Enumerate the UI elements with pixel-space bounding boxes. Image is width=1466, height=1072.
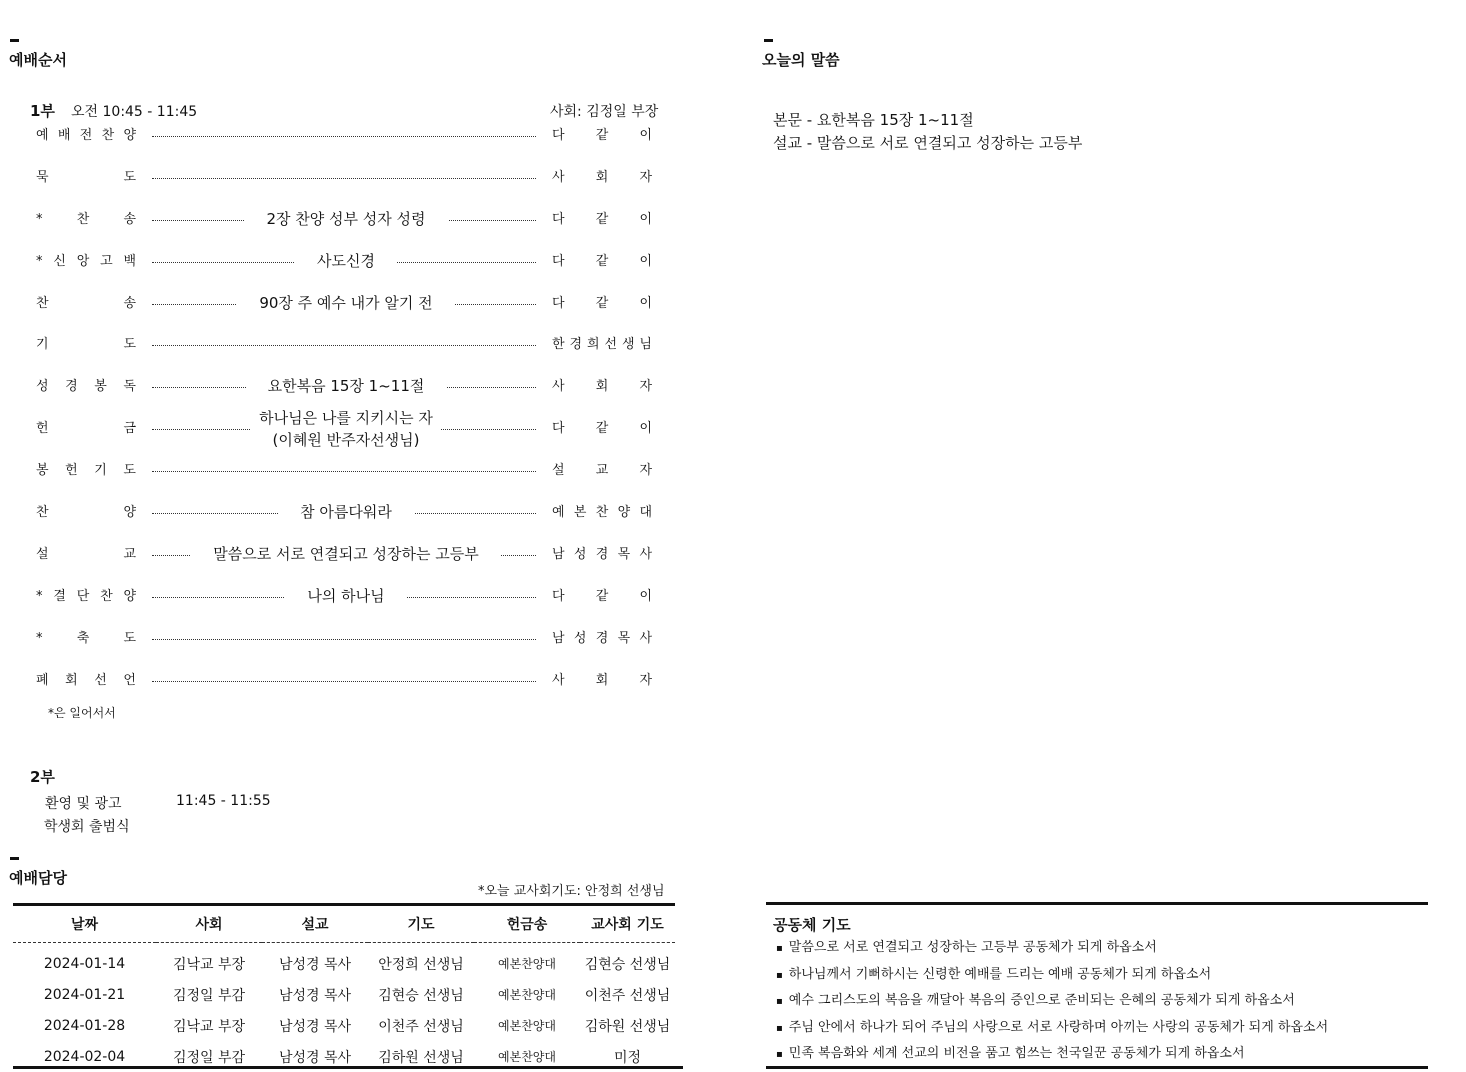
table-cell: 예본찬양대 <box>498 957 556 971</box>
duty-note: *오늘 교사회기도: 안정희 선생님 <box>478 884 665 899</box>
order-item-label: 성 경 봉 독 <box>36 379 136 395</box>
header-offering-song: 헌금송 <box>474 905 580 943</box>
prayer-item: ▪ 주님 안에서 하나가 되어 주님의 사랑으로 서로 사랑하며 아끼는 사랑의 공동체가 되게 하옵소서 <box>776 1018 1328 1045</box>
order-item-label: 헌 금 <box>36 421 136 437</box>
order-item-label: * 찬 송 <box>36 211 136 227</box>
order-item-label: * 결 단 찬 양 <box>36 588 136 604</box>
order-item-content-text: 말씀으로 서로 연결되고 성장하는 고등부 <box>191 543 500 565</box>
header-sermon: 설교 <box>262 905 368 943</box>
prayer-bottom-rule <box>766 1066 1428 1069</box>
prayer-list <box>776 938 1328 1071</box>
order-item-person: 한 경 희 선 생 님 <box>552 337 652 353</box>
order-item <box>36 459 656 501</box>
order-item-person: 예 본 찬 양 대 <box>552 505 652 521</box>
order-item-content <box>156 585 536 607</box>
table-cell: 예본찬양대 <box>498 1019 556 1033</box>
order-item-person: 사 회 자 <box>552 379 652 395</box>
order-item-content <box>156 543 536 565</box>
order-item-person: 다 같 이 <box>552 128 652 143</box>
order-item-content-text: 2장 찬양 성부 성자 성령 <box>244 208 447 230</box>
order-item-label: 기 도 <box>36 337 136 353</box>
order-item-label: 설 교 <box>36 546 136 562</box>
order-item-content-text: 90장 주 예수 내가 알기 전 <box>237 292 454 314</box>
prayer-top-rule <box>766 902 1428 905</box>
table-cell: 2024-01-14 <box>43 955 126 972</box>
order-item-content <box>156 292 536 314</box>
order-item-person: 남 성 경 목 사 <box>552 630 652 646</box>
duty-table <box>13 903 675 1072</box>
order-item <box>36 292 656 334</box>
order-item <box>36 669 656 711</box>
dotted-leader <box>152 681 536 682</box>
order-item-person: 사 회 자 <box>552 672 652 688</box>
dotted-leader <box>152 178 536 179</box>
table-cell: 김정일 부감 <box>172 987 246 1004</box>
section-marker <box>10 857 19 860</box>
order-item-content <box>156 250 536 272</box>
table-cell: 안정희 선생님 <box>378 956 464 973</box>
part1-time: 오전 10:45 - 11:45 <box>71 104 198 120</box>
order-item-label: 예 배 전 찬 양 <box>36 128 136 143</box>
order-item-label: 찬 양 <box>36 505 136 521</box>
prayer-section-title: 공동체 기도 <box>773 916 851 934</box>
dotted-leader <box>152 136 536 137</box>
part1-host: 사회: 김정일 부장 <box>550 104 659 120</box>
order-item <box>36 543 656 585</box>
prayer-item: ▪ 말씀으로 서로 연결되고 성장하는 고등부 공동체가 되게 하옵소서 <box>776 938 1328 965</box>
part2-item-welcome-time: 11:45 - 11:55 <box>176 793 271 809</box>
table-cell: 미정 <box>613 1049 642 1066</box>
word-sermon: 설교 - 말씀으로 서로 연결되고 성장하는 고등부 <box>773 134 1083 152</box>
word-section-title: 오늘의 말씀 <box>762 51 840 69</box>
table-cell: 이천주 선생님 <box>378 1018 464 1035</box>
part1-label: 1부 <box>30 102 55 120</box>
order-item-content-text: 하나님은 나를 지키시는 자 <box>237 407 455 429</box>
order-item-label: 폐 회 선 언 <box>36 672 136 688</box>
order-item-person: 다 같 이 <box>552 421 652 437</box>
header-prayer: 기도 <box>368 905 474 943</box>
order-item-content <box>156 407 536 451</box>
table-row <box>13 1010 675 1041</box>
order-item-content <box>156 375 536 397</box>
table-cell: 예본찬양대 <box>498 1050 556 1064</box>
dotted-leader <box>152 345 536 346</box>
order-item-label: 찬 송 <box>36 295 136 311</box>
table-cell: 김낙교 부장 <box>172 1018 246 1035</box>
order-item-label: * 축 도 <box>36 630 136 646</box>
part2-label: 2부 <box>30 768 55 786</box>
order-item <box>36 250 656 292</box>
prayer-item: ▪ 하나님께서 기뻐하시는 신령한 예배를 드리는 예배 공동체가 되게 하옵소서 <box>776 965 1328 992</box>
table-cell: 남성경 목사 <box>278 1018 352 1035</box>
dotted-leader <box>152 471 536 472</box>
table-cell: 김낙교 부장 <box>172 956 246 973</box>
standing-note: *은 일어서서 <box>48 706 116 720</box>
table-row <box>13 943 675 980</box>
order-list <box>36 124 656 710</box>
header-teacher-prayer: 교사회 기도 <box>580 905 675 943</box>
order-item <box>36 208 656 250</box>
table-cell: 남성경 목사 <box>278 987 352 1004</box>
order-item-person: 다 같 이 <box>552 253 652 269</box>
order-section-title: 예배순서 <box>9 51 67 69</box>
order-item-person: 다 같 이 <box>552 211 652 227</box>
part2-item-welcome: 환영 및 광고 <box>45 796 122 812</box>
order-item-content-text: 나의 하나님 <box>285 585 406 607</box>
table-cell: 김정일 부감 <box>172 1049 246 1066</box>
table-cell: 김하원 선생님 <box>378 1049 464 1066</box>
table-cell: 2024-02-04 <box>43 1048 126 1065</box>
table-row <box>13 979 675 1010</box>
word-scripture: 본문 - 요한복음 15장 1~11절 <box>773 111 974 129</box>
table-cell: 남성경 목사 <box>278 1049 352 1066</box>
order-item-content <box>156 208 536 230</box>
table-cell: 예본찬양대 <box>498 988 556 1002</box>
duty-section-title: 예배담당 <box>9 869 67 887</box>
header-host: 사회 <box>156 905 262 943</box>
section-marker <box>764 39 773 42</box>
table-cell: 2024-01-21 <box>43 986 126 1003</box>
table-cell: 이천주 선생님 <box>584 987 671 1004</box>
order-item <box>36 166 656 208</box>
order-item <box>36 585 656 627</box>
prayer-item: ▪ 예수 그리스도의 복음을 깨달아 복음의 증인으로 준비되는 은혜의 공동체가 되게 하옵소서 <box>776 991 1328 1018</box>
order-item-content-text: 참 아름다워라 <box>278 501 414 523</box>
table-cell: 김하원 선생님 <box>584 1018 671 1035</box>
order-item-person: 사 회 자 <box>552 169 652 185</box>
order-item-person: 설 교 자 <box>552 463 652 479</box>
order-item <box>36 627 656 669</box>
order-item-content <box>156 501 536 523</box>
order-item-person: 다 같 이 <box>552 588 652 604</box>
order-item-content-subtext: (이혜원 반주자선생님) <box>251 429 442 451</box>
section-marker <box>10 39 19 42</box>
order-item <box>36 124 656 166</box>
order-item-content-text: 요한복음 15장 1~11절 <box>246 375 447 397</box>
table-cell: 2024-01-28 <box>43 1017 126 1034</box>
order-item-content-text: 사도신경 <box>295 250 397 272</box>
order-item <box>36 501 656 543</box>
table-cell: 김현승 선생님 <box>378 987 464 1004</box>
duty-table-bottom-rule <box>13 1066 683 1069</box>
duty-table-header <box>13 905 675 943</box>
order-item <box>36 333 656 375</box>
order-item-person: 다 같 이 <box>552 295 652 311</box>
order-item-label: 봉 헌 기 도 <box>36 463 136 479</box>
order-item-label: * 신 앙 고 백 <box>36 253 136 269</box>
table-cell: 김현승 선생님 <box>584 956 671 973</box>
header-date: 날짜 <box>13 905 156 943</box>
part2-item-ceremony: 학생회 출범식 <box>44 819 130 835</box>
dotted-leader <box>152 639 536 640</box>
table-cell: 남성경 목사 <box>278 956 352 973</box>
order-item-label: 묵 도 <box>36 169 136 185</box>
order-item <box>36 409 656 459</box>
order-item-person: 남 성 경 목 사 <box>552 546 652 562</box>
prayer-item: ▪ 민족 복음화와 세계 선교의 비전을 품고 힘쓰는 천국일꾼 공동체가 되게 하옵소서 <box>776 1044 1328 1071</box>
